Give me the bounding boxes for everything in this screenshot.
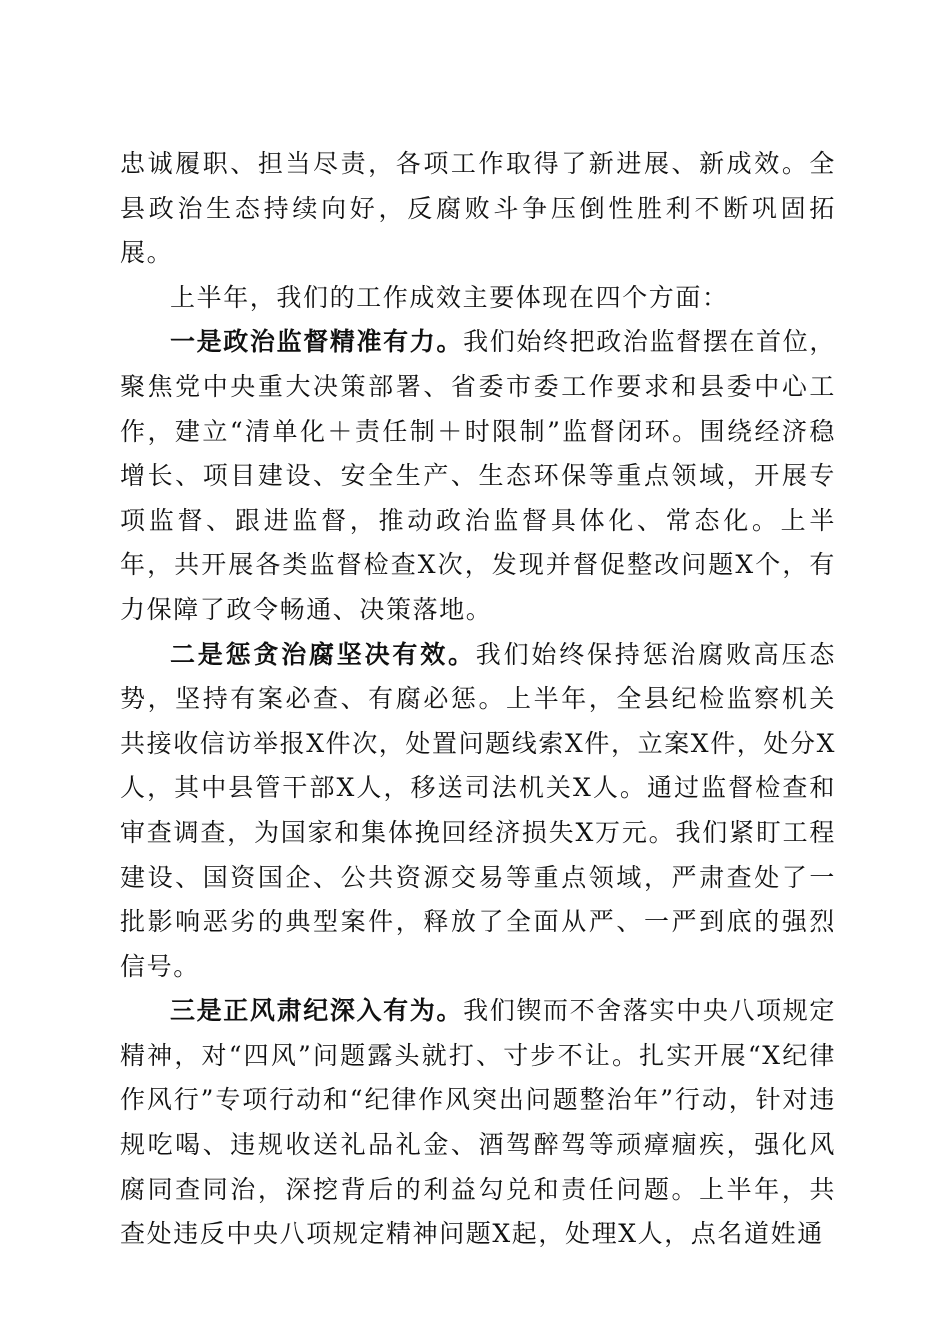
paragraph-anti-corruption xyxy=(120,633,836,990)
paragraph-text: 我们始终保持惩治腐败高压态势，坚持有案必查、有腐必惩。上半年，全县纪检监察机关共接收信访举报X件次，处置问题线索X件，立案X件，处分X人，其中县管干部X人，移送司法机关X人。通过监督检查和审查调查，为国家和集体挽回经济损失X万元。我们紧盯工程建设、国资国企、公共资源交易等重点领域，严肃查处了一批影响恶劣的典型案件，释放了全面从严、一严到底的强烈信号。 xyxy=(120,639,836,981)
paragraph-lead-heading: 一是政治监督精准有力。 xyxy=(170,327,464,357)
paragraph-text: 上半年，我们的工作成效主要体现在四个方面： xyxy=(170,282,729,312)
paragraph-political-supervision xyxy=(120,320,836,632)
paragraph-discipline xyxy=(120,989,836,1257)
paragraph-text: 我们始终把政治监督摆在首位，聚焦党中央重大决策部署、省委市委工作要求和县委中心工作，建立“清单化＋责任制＋时限制”监督闭环。围绕经济稳增长、项目建设、安全生产、生态环保等重点领域，开展专项监督、跟进监督，推动政治监督具体化、常态化。上半年，共开展各类监督检查X次，发现并督促整改问题X个，有力保障了政令畅通、决策落地。 xyxy=(120,327,836,624)
paragraph-lead-heading: 二是惩贪治腐坚决有效。 xyxy=(170,639,476,669)
paragraph-lead-heading: 三是正风肃纪深入有为。 xyxy=(170,996,464,1026)
paragraph-text: 忠诚履职、担当尽责，各项工作取得了新进展、新成效。全县政治生态持续向好，反腐败斗争压倒性胜利不断巩固拓展。 xyxy=(120,149,836,268)
paragraph-intro xyxy=(120,276,836,321)
document-body xyxy=(120,142,836,1257)
paragraph-text: 我们锲而不舍落实中央八项规定精神，对“四风”问题露头就打、寸步不让。扎实开展“X纪律作风行”专项行动和“纪律作风突出问题整治年”行动，针对违规吃喝、违规收送礼品礼金、酒驾醉驾等顽瘴痼疾，强化风腐同查同治，深挖背后的利益勾兑和责任问题。上半年，共查处违反中央八项规定精神问题X起，处理X人，点名道姓通 xyxy=(120,996,836,1249)
paragraph-continuation xyxy=(120,142,836,276)
